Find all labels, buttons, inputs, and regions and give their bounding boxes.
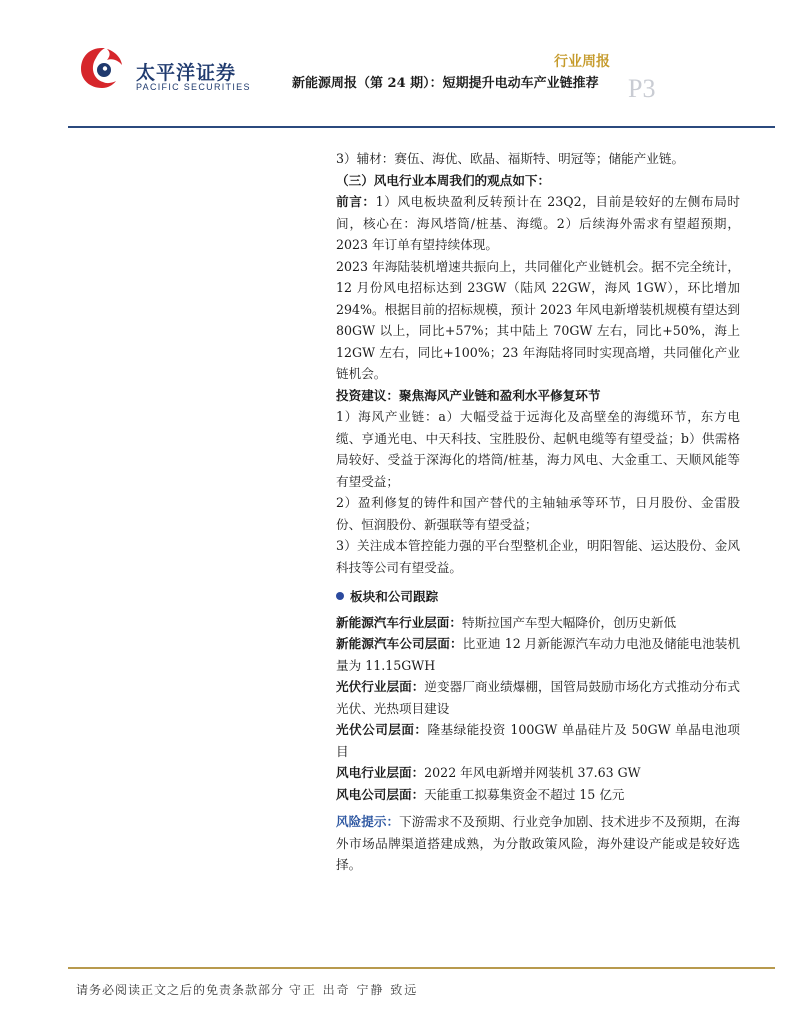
intro-paragraph	[336, 191, 740, 256]
tracking-heading-text: 板块和公司跟踪	[350, 589, 439, 604]
brand-name-cn: 太平洋证券	[136, 62, 237, 84]
pacific-securities-logo-icon	[78, 45, 126, 91]
risk-label: 风险提示：	[336, 814, 400, 829]
page-letter: P	[628, 74, 643, 103]
tracking-item	[336, 784, 740, 806]
tracking-text: 比亚迪 12 月新能源汽车动力电池及储能电池装机量为 11.15GWH	[336, 636, 740, 673]
page-number	[628, 70, 655, 104]
tracking-item	[336, 633, 740, 676]
investment-item-3: 3）关注成本管控能力强的平台型整机企业，明阳智能、运达股份、金风科技等公司有望受益。	[336, 538, 740, 575]
report-type: 行业周报	[554, 54, 610, 70]
page-digit: 3	[642, 74, 656, 103]
tracking-item	[336, 676, 740, 719]
tracking-label: 风电行业层面：	[336, 765, 425, 780]
header-divider	[68, 126, 775, 128]
investment-heading: 投资建议：聚焦海风产业链和盈利水平修复环节	[336, 387, 601, 403]
tracking-text: 天能重工拟募集资金不超过 15 亿元	[424, 786, 625, 802]
brand-name-en: PACIFIC SECURITIES	[136, 82, 251, 92]
tracking-label: 光伏公司层面：	[336, 722, 428, 737]
tracking-item	[336, 762, 740, 784]
tracking-label: 风电公司层面：	[336, 786, 425, 802]
risk-paragraph	[336, 811, 740, 876]
tracking-text: 特斯拉国产车型大幅降价，创历史新低	[461, 614, 677, 630]
footer-motto: 守正 出奇 宁静 致远	[288, 983, 419, 997]
report-body	[336, 148, 740, 876]
intro-text: 1）风电板块盈利反转预计在 23Q2，目前是较好的左侧布局时间，核心在：海风塔筒/桩基、海缆。2）后续海外需求有望超预期，2023 年订单有望持续体现。	[336, 194, 740, 252]
risk-text: 下游需求不及预期、行业竞争加剧、技术进步不及预期，在海外市场品牌渠道搭建成熟，为分散政策风险，海外建设产能或是较好选择。	[336, 814, 741, 872]
footer-divider	[68, 967, 775, 969]
auxiliary-materials-paragraph: 3）辅材：赛伍、海优、欧晶、福斯特、明冠等；储能产业链。	[336, 151, 685, 166]
tracking-item	[336, 612, 740, 634]
report-title: 新能源周报（第 24 期）：短期提升电动车产业链推荐	[292, 76, 599, 91]
footer	[76, 981, 418, 998]
investment-item-2: 2）盈利修复的铸件和国产替代的主轴轴承等环节，日月股份、金雷股份、恒润股份、新强联等有望受益；	[336, 495, 740, 532]
footer-disclaimer: 请务必阅读正文之后的免责条款部分	[76, 983, 285, 997]
tracking-label: 新能源汽车公司层面：	[336, 636, 463, 651]
tracking-text: 2022 年风电新增并网装机 37.63 GW	[424, 765, 641, 780]
tracking-item	[336, 719, 740, 762]
intro-label: 前言：	[336, 194, 376, 209]
outlook-2023-paragraph: 2023 年海陆装机增速共振向上，共同催化产业链机会。据不完全统计，12 月份风电招标达到 23GW（陆风 22GW，海风 1GW），环比增加 294%。根据目前的招标规模，预计 2023 年风电新增装机规模有望达到 80GW 以上，同比+57%；其中陆上 70GW 左右，同比+50%，海上 12GW 左右，同比+100%；23 年海陆将同时实现高增，共同催化产业链机会。	[336, 258, 740, 381]
investment-item-1: 1）海风产业链：a）大幅受益于远海化及高壁垒的海缆环节，东方电缆、亨通光电、中天科技、宝胜股份、起帆电缆等有望受益；b）供需格局较好、受益于深海化的塔筒/桩基，海力风电、大金重工、天顺风能等有望受益；	[336, 409, 740, 489]
tracking-text: 逆变器厂商业绩爆棚，国管局鼓励市场化方式推动分布式光伏、光热项目建设	[336, 679, 741, 716]
tracking-label: 新能源汽车行业层面：	[336, 614, 462, 630]
bullet-dot-icon	[336, 592, 344, 600]
tracking-label: 光伏行业层面：	[336, 679, 425, 694]
tracking-text: 隆基绿能投资 100GW 单晶硅片及 50GW 单晶电池项目	[336, 722, 741, 759]
tracking-heading	[336, 586, 740, 608]
wind-section-heading: （三）风电行业本周我们的观点如下：	[336, 172, 551, 188]
